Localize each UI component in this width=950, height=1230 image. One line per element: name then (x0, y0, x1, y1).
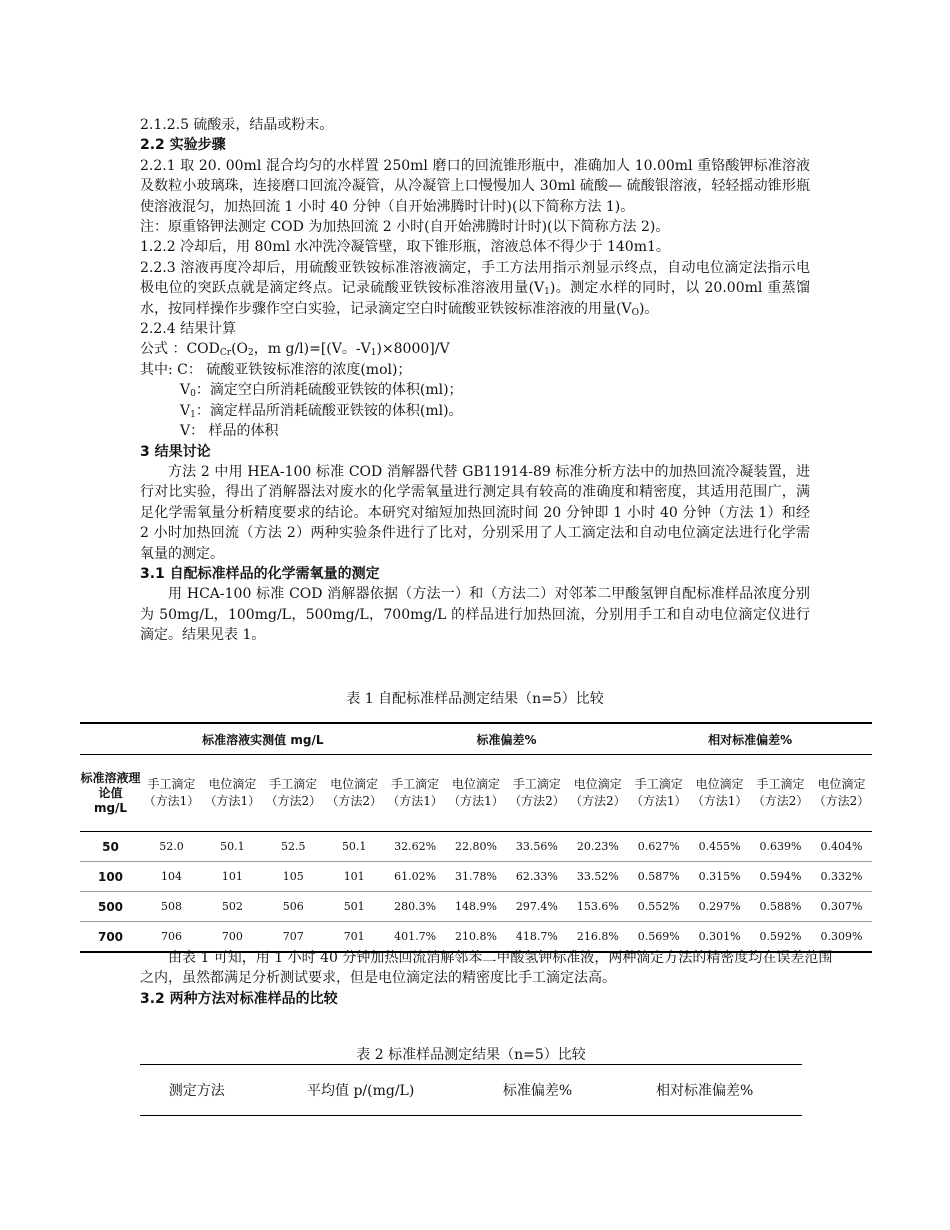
table1-col-header: 手工滴定（方法2） (506, 755, 567, 832)
table1-sub-header (80, 755, 872, 832)
table1-caption: 表 1 自配标准样品测定结果（n=5）比较 (346, 691, 604, 707)
table1-col-header: 手工滴定（方法1） (385, 755, 446, 832)
table-cell: 0.455% (689, 832, 750, 862)
table2-col-header: 相对标准偏差% (607, 1065, 802, 1116)
table1 (80, 722, 872, 953)
table2-col-header: 平均值 p/(mg/L) (254, 1065, 468, 1116)
table1-col-header: 电位滴定（方法2） (811, 755, 872, 832)
table-cell: 0.315% (689, 862, 750, 892)
table-row (80, 862, 872, 892)
table-cell: 31.78% (446, 862, 507, 892)
post-table-text (140, 948, 840, 1009)
table-cell: 22.80% (446, 832, 507, 862)
table1-col-header: 手工滴定（方法2） (263, 755, 324, 832)
table-cell: 0.307% (811, 892, 872, 922)
table1-col-header: 电位滴定（方法1） (202, 755, 263, 832)
paragraph-2-2-1: 2.2.1 取 20. 00ml 混合均匀的水样置 250ml 磨口的回流锥形瓶中，准确加人 10.00ml 重铬酸钾标准溶液及数粒小玻璃珠，连接磨口回流冷凝管，从冷凝管上口慢慢加人 30ml 硫酸— 硫酸银溶液，轻轻摇动锥形瓶使溶液混匀，加热回流 1 小时 40 分钟（自开始沸腾时计时)(以下简称方法 1)。 (140, 157, 810, 215)
section-heading-3-1: 3.1 自配标准样品的化学需氧量的测定 (140, 565, 380, 582)
where-v0: $V_0$：滴定空白所消耗硫酸亚铁铵的体积(ml)； (180, 382, 463, 400)
table-cell: 50.1 (202, 832, 263, 862)
table-cell: 104 (141, 862, 202, 892)
table2-caption: 表 2 标准样品测定结果（n=5）比较 (356, 1047, 586, 1063)
table-cell: 101 (324, 862, 385, 892)
table-cell: 0.404% (811, 832, 872, 862)
section-heading-3-2: 3.2 两种方法对标准样品的比较 (140, 990, 338, 1007)
table-cell: 0.332% (811, 862, 872, 892)
table-cell: 508 (141, 892, 202, 922)
paragraph-1-2-2: 1.2.2 冷却后，用 80ml 水冲洗冷凝管壁，取下锥形瓶，溶液总体不得少于 140m1。 (140, 239, 670, 256)
table-cell: 418.7% (506, 922, 567, 953)
paragraph-3-1: 用 HCA-100 标准 COD 消解器依据（方法一）和（方法二）对邻苯二甲酸氢钾自配标准样品浓度分别为 50mg/L，100mg/L，500mg/L，700mg/L 的样品进行加热回流，分别用手工和自动电位滴定仪进行滴定。结果见表 1。 (140, 586, 810, 644)
note-paragraph: 注：原重铬钾法测定 COD 为加热回流 2 小时(自开始沸腾时计时)(以下简称方法 2)。 (140, 219, 670, 236)
formula: 公式 ：$COD_{Cr}(O_2$，m g/l)=[(V。$-V_1)\times 8000]/V$ (140, 341, 450, 359)
table-cell: 707 (263, 922, 324, 953)
table-row (80, 892, 872, 922)
table-cell: 0.594% (750, 862, 811, 892)
table1-col-header: 手工滴定（方法2） (750, 755, 811, 832)
table-cell: 50 (80, 832, 141, 862)
table-cell: 401.7% (385, 922, 446, 953)
table-cell: 32.62% (385, 832, 446, 862)
table-cell: 33.52% (567, 862, 628, 892)
table1-col-header: 手工滴定（方法1） (628, 755, 689, 832)
table1-col-header: 电位滴定（方法1） (689, 755, 750, 832)
table-cell: 500 (80, 892, 141, 922)
table-cell: 0.297% (689, 892, 750, 922)
where-c: 其中: C： 硫酸亚铁铵标准溶的浓度(mol)； (140, 361, 412, 378)
table-row (80, 832, 872, 862)
table-cell: 52.0 (141, 832, 202, 862)
paragraph-2-2-3: 2.2.3 溶液再度冷却后，用硫酸亚铁铵标准溶液滴定，手工方法用指示剂显示终点，自动电位滴定法指示电极电位的突跃点就是滴定终点。记录硫酸亚铁铵标准溶液用量$(V_1)$。测定水样的同时，以 20.00ml 重蒸馏水，按同样操作步骤作空白实验，记录滴定空白时硫酸亚铁铵标准溶液的用量$(V_O)$。 (140, 259, 810, 318)
table-cell: 50.1 (324, 832, 385, 862)
table1-corner (80, 723, 141, 755)
table-cell: 20.23% (567, 832, 628, 862)
table-cell: 62.33% (506, 862, 567, 892)
table1-group-header (80, 723, 872, 755)
table-cell: 280.3% (385, 892, 446, 922)
table2 (140, 1064, 802, 1116)
table-cell: 0.587% (628, 862, 689, 892)
table-cell: 0.588% (750, 892, 811, 922)
table-cell: 148.9% (446, 892, 507, 922)
table-cell: 0.552% (628, 892, 689, 922)
table-cell: 216.8% (567, 922, 628, 953)
section-heading-3: 3 结果讨论 (140, 443, 211, 460)
table-cell: 33.56% (506, 832, 567, 862)
where-v: V： 样品的体积 (180, 423, 279, 440)
table-cell: 100 (80, 862, 141, 892)
table-cell: 0.301% (689, 922, 750, 953)
table1-group-sd: 标准偏差% (385, 723, 629, 755)
table1-group-rsd: 相对标准偏差% (628, 723, 872, 755)
table-cell: 210.8% (446, 922, 507, 953)
paragraph-2-1-2-5: 2.1.2.5 硫酸汞，结晶或粉末。 (140, 117, 334, 133)
table-cell: 297.4% (506, 892, 567, 922)
table-cell: 0.592% (750, 922, 811, 953)
body-text (140, 115, 810, 646)
paragraph-3: 方法 2 中用 HEA-100 标准 COD 消解器代替 GB11914-89 标准分析方法中的加热回流冷凝装置，进行对比实验，得出了消解器法对废水的化学需氧量进行测定具有较高的准确度和精密度，其适用范围广，满足化学需氧量分析精度要求的结论。本研究对缩短加热回流时间 20 分钟即 1 小时 40 分钟（方法 1）和经 2 小时加热回流（方法 2）两种实验条件进行了比对，分别采用了人工滴定法和自动电位滴定法进行化学需氧量的测定。 (140, 463, 810, 562)
table-cell: 0.627% (628, 832, 689, 862)
table-cell: 700 (80, 922, 141, 953)
where-v1: $V_1$：滴定样品所消耗硫酸亚铁铵的体积(ml)。 (180, 402, 463, 420)
table-cell: 105 (263, 862, 324, 892)
table1-group-measured: 标准溶液实测值 mg/L (141, 723, 385, 755)
table-cell: 61.02% (385, 862, 446, 892)
table1-col-header: 电位滴定（方法1） (446, 755, 507, 832)
table-cell: 0.569% (628, 922, 689, 953)
section-heading-2-2: 2.2 实验步骤 (140, 137, 226, 154)
table1-col-header: 电位滴定（方法2） (567, 755, 628, 832)
table-cell: 101 (202, 862, 263, 892)
paragraph-2-2-4: 2.2.4 结果计算 (140, 321, 237, 338)
table1-col-header: 电位滴定（方法2） (324, 755, 385, 832)
table-cell: 706 (141, 922, 202, 953)
table-cell: 700 (202, 922, 263, 953)
paragraph-table1-conclusion: 由表 1 可知，用 1 小时 40 分钟加热回流消解邻苯二甲酸氢钾标准液，两种滴定方法的精密度均在误差范围之内，虽然都满足分析测试要求，但是电位滴定法的精密度比手工滴定法高。 (140, 950, 833, 987)
table-cell: 52.5 (263, 832, 324, 862)
table1-col-header: 手工滴定（方法1） (141, 755, 202, 832)
table-cell: 153.6% (567, 892, 628, 922)
table-cell: 701 (324, 922, 385, 953)
table-cell: 502 (202, 892, 263, 922)
table1-theory-header: 标准溶液理论值 mg/L (80, 755, 141, 832)
table-cell: 0.309% (811, 922, 872, 953)
table-cell: 0.639% (750, 832, 811, 862)
table2-header-row (140, 1065, 802, 1116)
table-cell: 501 (324, 892, 385, 922)
table2-col-header: 标准偏差% (468, 1065, 608, 1116)
table-cell: 506 (263, 892, 324, 922)
table2-col-header: 测定方法 (140, 1065, 254, 1116)
